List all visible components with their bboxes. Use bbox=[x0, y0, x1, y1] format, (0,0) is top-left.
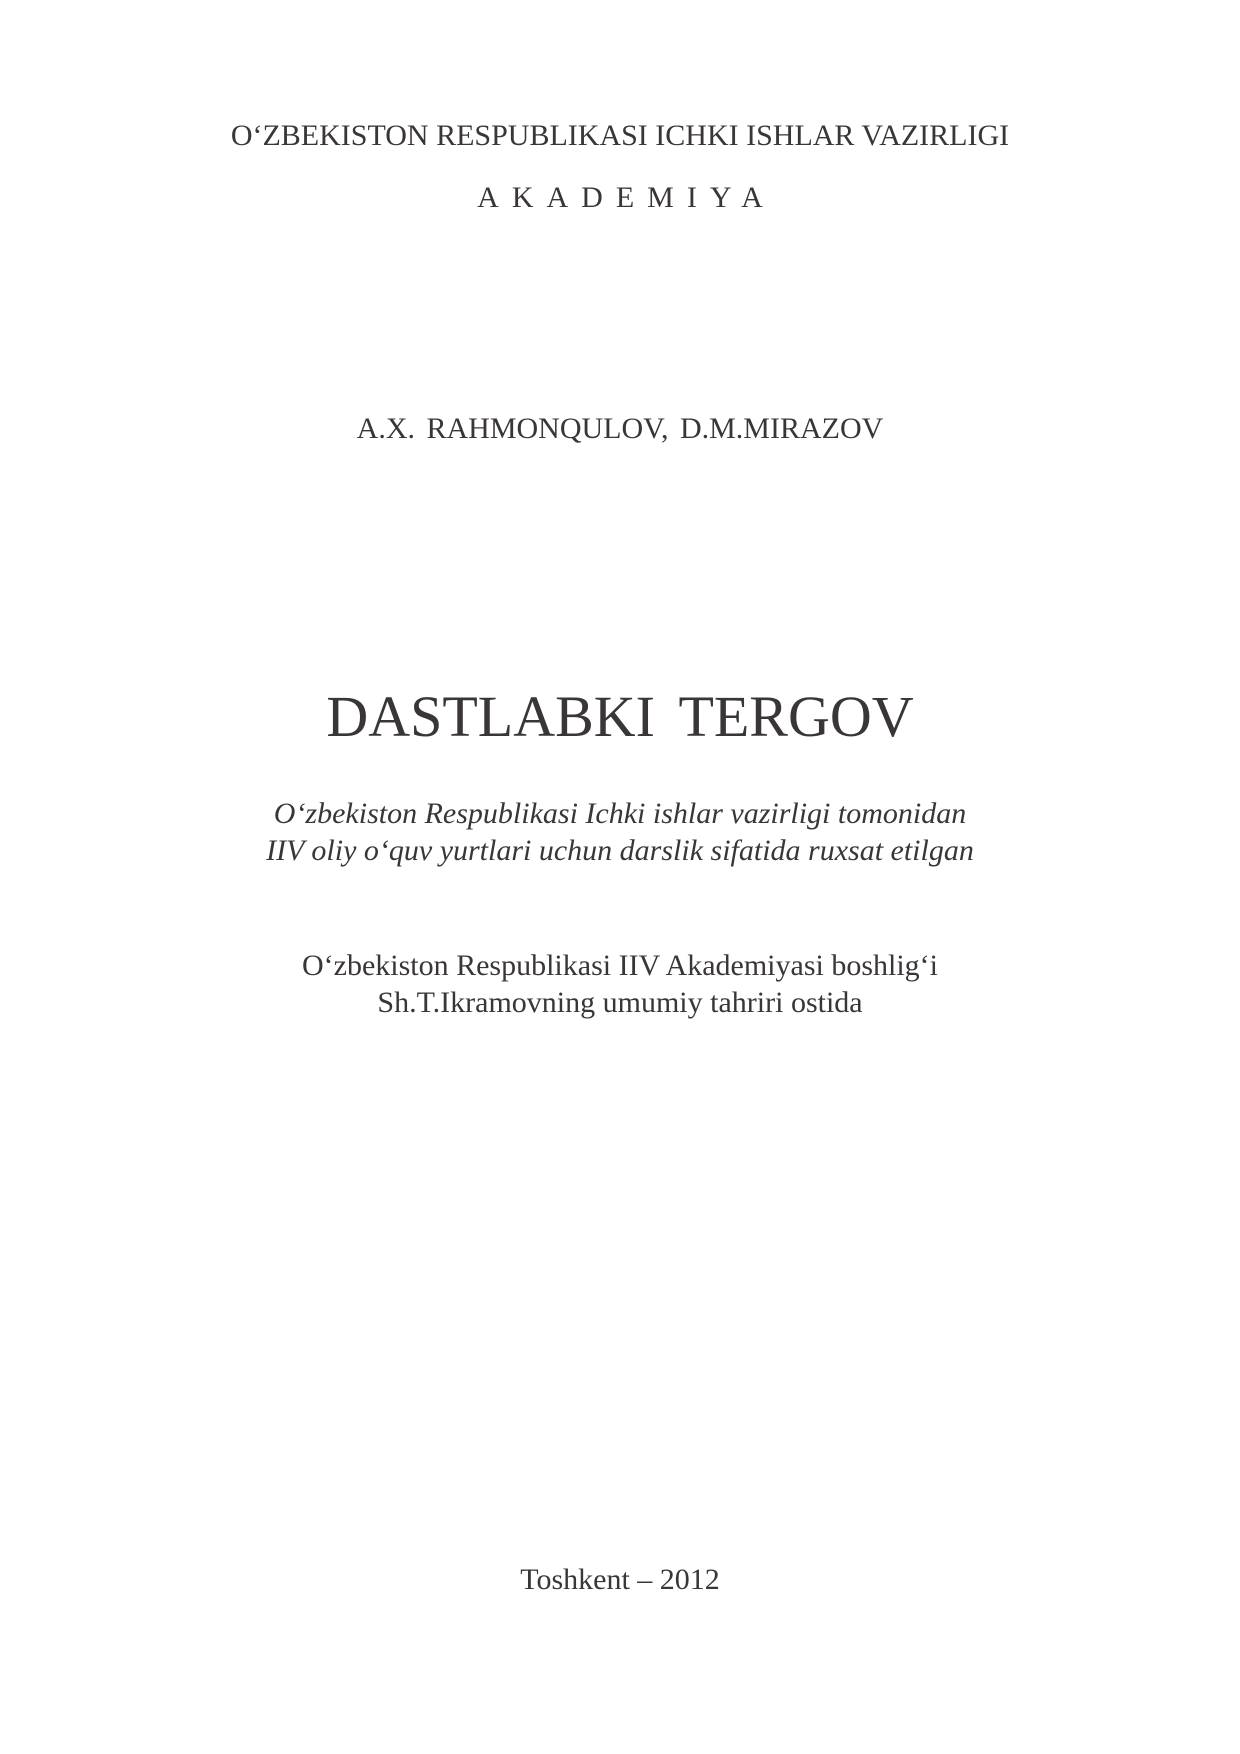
academy-name: AKADEMIYA bbox=[477, 181, 776, 214]
imprint: Toshkent – 2012 bbox=[520, 1563, 720, 1596]
ministry-name: O‘ZBEKISTON RESPUBLIKASI ICHKI ISHLAR VAZIRLIGI bbox=[230, 119, 1010, 152]
authors: A.X. RAHMONQULOV, D.M.MIRAZOV bbox=[356, 412, 884, 445]
editor-line-2: Sh.T.Ikramovning umumiy tahriri ostida bbox=[377, 986, 863, 1019]
editor-line-1: O‘zbekiston Respublikasi IIV Akademiyasi boshlig‘i bbox=[301, 949, 939, 982]
approval-line-1: O‘zbekiston Respublikasi Ichki ishlar vazirligi tomonidan bbox=[273, 797, 967, 830]
approval-line-2: IIV oliy o‘quv yurtlari uchun darslik sifatida ruxsat etilgan bbox=[266, 834, 974, 867]
book-title: DASTLABKI TERGOV bbox=[326, 684, 914, 749]
